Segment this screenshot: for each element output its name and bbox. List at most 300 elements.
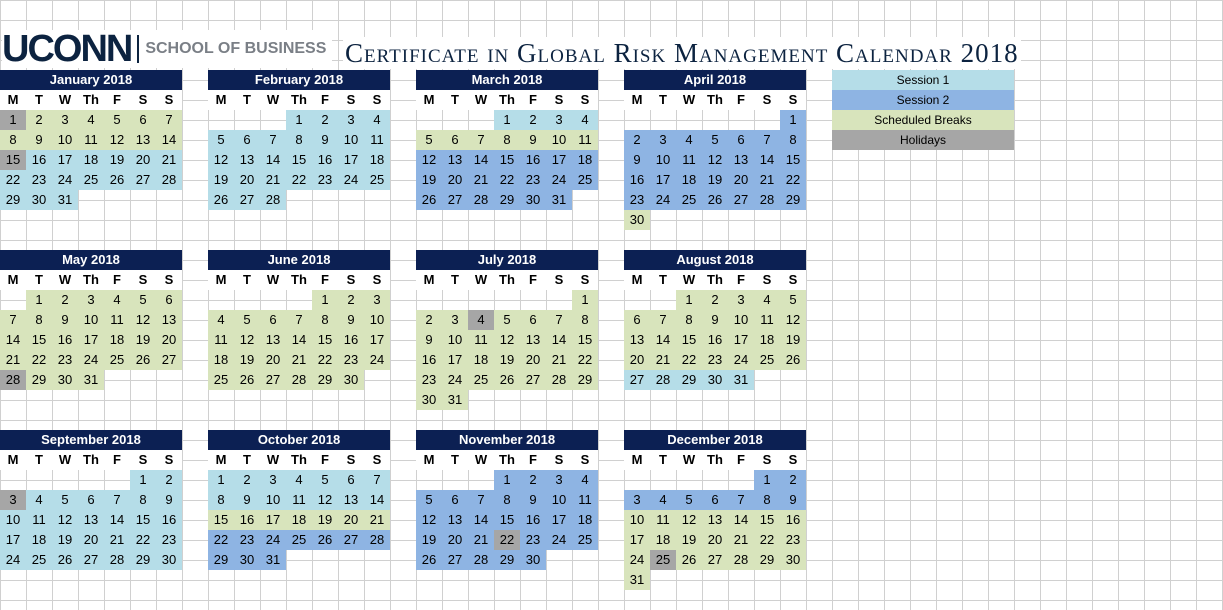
month-days-grid: [208, 470, 390, 570]
day-cell: 4: [572, 110, 598, 130]
day-cell: 9: [520, 130, 546, 150]
day-cell: 28: [104, 550, 130, 570]
day-cell: 11: [208, 330, 234, 350]
day-cell: 24: [546, 170, 572, 190]
weekday-label: W: [266, 92, 280, 107]
weekday-header-row: [416, 90, 598, 110]
day-cell: 12: [416, 510, 442, 530]
day-cell: 3: [364, 290, 390, 310]
day-cell: 20: [260, 350, 286, 370]
weekday-label: S: [164, 92, 174, 107]
month-header: September 2018: [0, 430, 182, 450]
day-cell: 29: [26, 370, 52, 390]
day-cell: 29: [494, 550, 520, 570]
day-cell: 19: [104, 150, 130, 170]
weekday-label: T: [659, 92, 667, 107]
day-cell: 19: [676, 530, 702, 550]
weekday-label: F: [737, 92, 745, 107]
weekday-label: M: [631, 272, 643, 287]
empty-day-cell: [312, 550, 338, 570]
legend-item-scheduled-breaks: Scheduled Breaks: [832, 110, 1014, 130]
day-cell: 7: [728, 490, 754, 510]
day-cell: 7: [754, 130, 780, 150]
day-cell: 16: [338, 330, 364, 350]
month-days-grid: [624, 470, 806, 590]
day-cell: 20: [234, 170, 260, 190]
weekday-label: W: [682, 452, 696, 467]
day-cell: 7: [0, 310, 26, 330]
empty-day-cell: [572, 190, 598, 210]
day-cell: 4: [78, 110, 104, 130]
day-cell: 18: [364, 150, 390, 170]
day-cell: 15: [572, 330, 598, 350]
day-cell: 5: [208, 130, 234, 150]
empty-day-cell: [702, 470, 728, 490]
weekday-label: S: [580, 92, 590, 107]
month-days-grid: [416, 290, 598, 410]
day-cell: 5: [494, 310, 520, 330]
weekday-label: S: [346, 92, 356, 107]
month-header: October 2018: [208, 430, 390, 450]
day-cell: 11: [676, 150, 702, 170]
day-cell: 3: [52, 110, 78, 130]
legend-item-holidays: Holidays: [832, 130, 1014, 150]
empty-day-cell: [0, 290, 26, 310]
day-cell: 23: [416, 370, 442, 390]
weekday-label: F: [321, 452, 329, 467]
weekday-label: F: [321, 92, 329, 107]
day-cell: 24: [260, 530, 286, 550]
weekday-label: T: [35, 452, 43, 467]
day-cell: 21: [156, 150, 182, 170]
weekday-label: T: [451, 92, 459, 107]
day-cell: 25: [572, 530, 598, 550]
empty-day-cell: [416, 290, 442, 310]
weekday-label: W: [58, 272, 72, 287]
weekday-label: S: [580, 452, 590, 467]
day-cell: 27: [78, 550, 104, 570]
day-cell: 14: [0, 330, 26, 350]
weekday-label: S: [554, 452, 564, 467]
day-cell: 14: [364, 490, 390, 510]
day-cell: 11: [468, 330, 494, 350]
month-days-grid: [0, 290, 182, 390]
day-cell: 31: [546, 190, 572, 210]
day-cell: 3: [442, 310, 468, 330]
day-cell: 27: [338, 530, 364, 550]
day-cell: 23: [312, 170, 338, 190]
day-cell: 29: [676, 370, 702, 390]
day-cell: 13: [234, 150, 260, 170]
weekday-header-row: [0, 270, 182, 290]
day-cell: 15: [676, 330, 702, 350]
day-cell: 16: [416, 350, 442, 370]
weekday-label: F: [113, 452, 121, 467]
day-cell: 26: [52, 550, 78, 570]
day-cell: 30: [234, 550, 260, 570]
month-calendar: [0, 70, 182, 210]
month-header: June 2018: [208, 250, 390, 270]
empty-day-cell: [468, 290, 494, 310]
month-calendar: [416, 430, 598, 570]
weekday-label: S: [164, 452, 174, 467]
day-cell: 2: [520, 470, 546, 490]
month-header: April 2018: [624, 70, 806, 90]
day-cell: 1: [26, 290, 52, 310]
day-cell: 11: [364, 130, 390, 150]
month-days-grid: [624, 290, 806, 390]
day-cell: 30: [702, 370, 728, 390]
day-cell: 12: [208, 150, 234, 170]
day-cell: 24: [728, 350, 754, 370]
day-cell: 15: [26, 330, 52, 350]
empty-day-cell: [364, 190, 390, 210]
day-cell: 15: [494, 510, 520, 530]
day-cell: 16: [52, 330, 78, 350]
day-cell: 27: [234, 190, 260, 210]
month-days-grid: [208, 290, 390, 390]
day-cell: 14: [546, 330, 572, 350]
day-cell: 1: [0, 110, 26, 130]
day-cell: 15: [286, 150, 312, 170]
weekday-label: S: [372, 452, 382, 467]
empty-day-cell: [676, 570, 702, 590]
day-cell: 1: [130, 470, 156, 490]
day-cell: 7: [104, 490, 130, 510]
day-cell: 5: [416, 130, 442, 150]
weekday-label: Th: [707, 452, 723, 467]
empty-day-cell: [572, 550, 598, 570]
empty-day-cell: [208, 290, 234, 310]
weekday-label: Th: [707, 272, 723, 287]
month-calendar: [416, 250, 598, 410]
day-cell: 6: [156, 290, 182, 310]
weekday-label: W: [266, 272, 280, 287]
day-cell: 9: [520, 490, 546, 510]
day-cell: 13: [728, 150, 754, 170]
day-cell: 21: [650, 350, 676, 370]
empty-day-cell: [104, 370, 130, 390]
empty-day-cell: [650, 570, 676, 590]
day-cell: 27: [702, 550, 728, 570]
day-cell: 18: [104, 330, 130, 350]
day-cell: 22: [130, 530, 156, 550]
day-cell: 15: [780, 150, 806, 170]
day-cell: 23: [624, 190, 650, 210]
day-cell: 23: [780, 530, 806, 550]
day-cell: 18: [650, 530, 676, 550]
weekday-header-row: [208, 450, 390, 470]
weekday-label: M: [215, 272, 227, 287]
day-cell: 17: [546, 510, 572, 530]
day-cell: 2: [702, 290, 728, 310]
weekday-header-row: [0, 90, 182, 110]
empty-day-cell: [0, 470, 26, 490]
day-cell: 21: [546, 350, 572, 370]
weekday-label: W: [682, 92, 696, 107]
day-cell: 21: [104, 530, 130, 550]
empty-day-cell: [234, 110, 260, 130]
weekday-label: W: [58, 452, 72, 467]
day-cell: 20: [442, 170, 468, 190]
empty-day-cell: [416, 110, 442, 130]
day-cell: 9: [780, 490, 806, 510]
day-cell: 20: [520, 350, 546, 370]
empty-day-cell: [26, 470, 52, 490]
day-cell: 4: [364, 110, 390, 130]
day-cell: 11: [650, 510, 676, 530]
weekday-label: T: [451, 452, 459, 467]
day-cell: 14: [468, 510, 494, 530]
day-cell: 5: [234, 310, 260, 330]
weekday-label: Th: [291, 272, 307, 287]
day-cell: 4: [572, 470, 598, 490]
day-cell: 13: [338, 490, 364, 510]
day-cell: 8: [494, 490, 520, 510]
day-cell: 10: [624, 510, 650, 530]
day-cell: 31: [260, 550, 286, 570]
day-cell: 10: [0, 510, 26, 530]
day-cell: 28: [650, 370, 676, 390]
day-cell: 21: [286, 350, 312, 370]
empty-day-cell: [728, 570, 754, 590]
day-cell: 22: [494, 530, 520, 550]
day-cell: 9: [312, 130, 338, 150]
day-cell: 12: [234, 330, 260, 350]
weekday-label: W: [474, 272, 488, 287]
weekday-label: M: [423, 272, 435, 287]
day-cell: 10: [546, 130, 572, 150]
weekday-label: S: [164, 272, 174, 287]
empty-day-cell: [650, 470, 676, 490]
day-cell: 18: [286, 510, 312, 530]
day-cell: 26: [208, 190, 234, 210]
day-cell: 7: [468, 130, 494, 150]
day-cell: 21: [364, 510, 390, 530]
day-cell: 12: [130, 310, 156, 330]
empty-day-cell: [286, 550, 312, 570]
day-cell: 27: [728, 190, 754, 210]
day-cell: 27: [442, 190, 468, 210]
day-cell: 26: [104, 170, 130, 190]
month-header: July 2018: [416, 250, 598, 270]
empty-day-cell: [546, 290, 572, 310]
day-cell: 27: [624, 370, 650, 390]
uconn-logo: [2, 30, 332, 68]
day-cell: 4: [26, 490, 52, 510]
day-cell: 12: [104, 130, 130, 150]
day-cell: 8: [208, 490, 234, 510]
day-cell: 2: [26, 110, 52, 130]
day-cell: 28: [546, 370, 572, 390]
day-cell: 30: [520, 550, 546, 570]
day-cell: 19: [234, 350, 260, 370]
day-cell: 24: [442, 370, 468, 390]
day-cell: 4: [468, 310, 494, 330]
day-cell: 3: [624, 490, 650, 510]
empty-day-cell: [728, 470, 754, 490]
day-cell: 19: [702, 170, 728, 190]
month-calendar: [208, 250, 390, 390]
day-cell: 18: [572, 510, 598, 530]
day-cell: 8: [26, 310, 52, 330]
day-cell: 1: [780, 110, 806, 130]
day-cell: 10: [442, 330, 468, 350]
day-cell: 3: [78, 290, 104, 310]
weekday-label: M: [7, 272, 19, 287]
day-cell: 25: [468, 370, 494, 390]
day-cell: 31: [728, 370, 754, 390]
empty-day-cell: [520, 390, 546, 410]
weekday-label: Th: [291, 452, 307, 467]
day-cell: 28: [468, 550, 494, 570]
day-cell: 22: [572, 350, 598, 370]
day-cell: 11: [26, 510, 52, 530]
legend: [832, 70, 1014, 150]
day-cell: 1: [676, 290, 702, 310]
day-cell: 26: [702, 190, 728, 210]
weekday-label: W: [474, 92, 488, 107]
day-cell: 24: [650, 190, 676, 210]
day-cell: 23: [234, 530, 260, 550]
empty-day-cell: [468, 110, 494, 130]
weekday-label: S: [346, 272, 356, 287]
month-calendar: [624, 430, 806, 590]
day-cell: 12: [416, 150, 442, 170]
day-cell: 13: [624, 330, 650, 350]
day-cell: 15: [754, 510, 780, 530]
legend-item-session-2: Session 2: [832, 90, 1014, 110]
empty-day-cell: [416, 470, 442, 490]
day-cell: 7: [286, 310, 312, 330]
day-cell: 18: [676, 170, 702, 190]
month-days-grid: [0, 110, 182, 210]
empty-day-cell: [156, 190, 182, 210]
day-cell: 26: [416, 550, 442, 570]
legend-item-session-1: Session 1: [832, 70, 1014, 90]
day-cell: 31: [52, 190, 78, 210]
day-cell: 1: [494, 110, 520, 130]
day-cell: 16: [156, 510, 182, 530]
day-cell: 2: [416, 310, 442, 330]
day-cell: 6: [442, 130, 468, 150]
day-cell: 29: [208, 550, 234, 570]
empty-day-cell: [676, 110, 702, 130]
day-cell: 20: [702, 530, 728, 550]
empty-day-cell: [52, 470, 78, 490]
weekday-label: T: [659, 452, 667, 467]
day-cell: 10: [364, 310, 390, 330]
day-cell: 12: [676, 510, 702, 530]
month-days-grid: [416, 110, 598, 210]
day-cell: 2: [156, 470, 182, 490]
empty-day-cell: [494, 290, 520, 310]
day-cell: 4: [208, 310, 234, 330]
day-cell: 24: [78, 350, 104, 370]
empty-day-cell: [442, 110, 468, 130]
day-cell: 21: [754, 170, 780, 190]
day-cell: 17: [0, 530, 26, 550]
day-cell: 24: [624, 550, 650, 570]
day-cell: 29: [780, 190, 806, 210]
month-days-grid: [208, 110, 390, 210]
day-cell: 10: [78, 310, 104, 330]
day-cell: 19: [416, 170, 442, 190]
day-cell: 3: [338, 110, 364, 130]
day-cell: 13: [442, 510, 468, 530]
empty-day-cell: [130, 370, 156, 390]
day-cell: 16: [312, 150, 338, 170]
day-cell: 24: [338, 170, 364, 190]
day-cell: 25: [676, 190, 702, 210]
weekday-label: F: [529, 92, 537, 107]
day-cell: 30: [520, 190, 546, 210]
day-cell: 7: [546, 310, 572, 330]
day-cell: 7: [156, 110, 182, 130]
weekday-label: M: [423, 92, 435, 107]
empty-day-cell: [156, 370, 182, 390]
weekday-label: S: [762, 92, 772, 107]
empty-day-cell: [260, 290, 286, 310]
day-cell: 23: [520, 170, 546, 190]
day-cell: 17: [260, 510, 286, 530]
empty-day-cell: [468, 390, 494, 410]
day-cell: 8: [286, 130, 312, 150]
day-cell: 15: [494, 150, 520, 170]
empty-day-cell: [728, 210, 754, 230]
empty-day-cell: [572, 390, 598, 410]
day-cell: 17: [650, 170, 676, 190]
empty-day-cell: [780, 570, 806, 590]
day-cell: 4: [650, 490, 676, 510]
empty-day-cell: [676, 210, 702, 230]
day-cell: 16: [780, 510, 806, 530]
weekday-label: F: [321, 272, 329, 287]
day-cell: 9: [26, 130, 52, 150]
weekday-label: T: [659, 272, 667, 287]
weekday-header-row: [416, 270, 598, 290]
weekday-label: Th: [499, 92, 515, 107]
day-cell: 27: [442, 550, 468, 570]
day-cell: 20: [130, 150, 156, 170]
day-cell: 23: [520, 530, 546, 550]
empty-day-cell: [780, 370, 806, 390]
day-cell: 1: [312, 290, 338, 310]
day-cell: 21: [468, 530, 494, 550]
day-cell: 8: [572, 310, 598, 330]
day-cell: 22: [754, 530, 780, 550]
day-cell: 15: [208, 510, 234, 530]
weekday-label: S: [138, 452, 148, 467]
day-cell: 28: [728, 550, 754, 570]
day-cell: 25: [572, 170, 598, 190]
month-calendar: [208, 70, 390, 210]
empty-day-cell: [754, 570, 780, 590]
day-cell: 11: [78, 130, 104, 150]
month-days-grid: [624, 110, 806, 230]
empty-day-cell: [442, 290, 468, 310]
day-cell: 17: [728, 330, 754, 350]
empty-day-cell: [312, 190, 338, 210]
day-cell: 28: [754, 190, 780, 210]
day-cell: 22: [286, 170, 312, 190]
day-cell: 8: [676, 310, 702, 330]
empty-day-cell: [624, 290, 650, 310]
day-cell: 15: [130, 510, 156, 530]
day-cell: 30: [26, 190, 52, 210]
day-cell: 27: [130, 170, 156, 190]
day-cell: 4: [286, 470, 312, 490]
